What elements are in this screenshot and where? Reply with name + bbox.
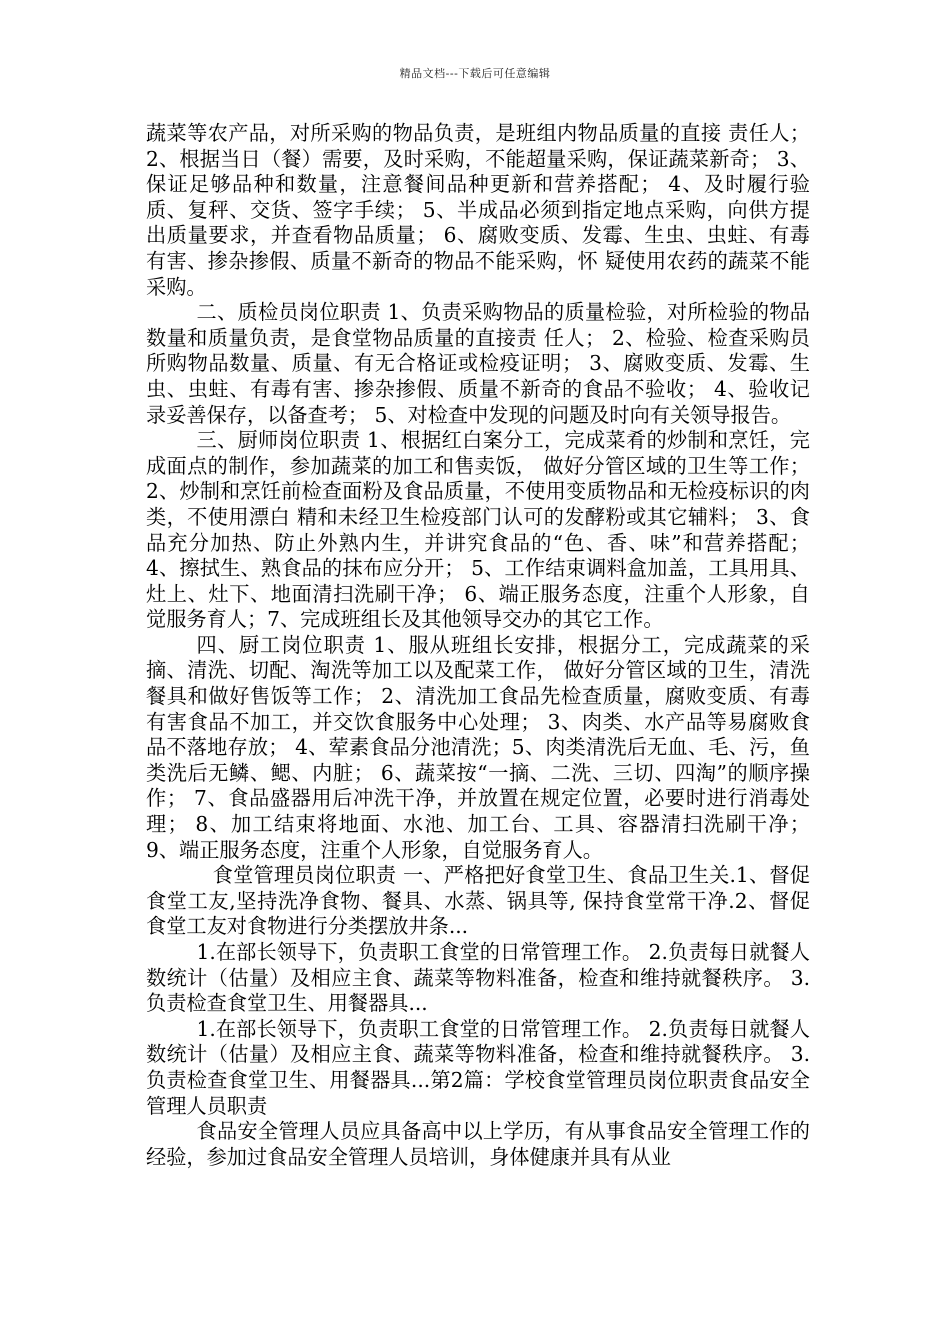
paragraph-chef-duties: 三、厨师岗位职责 1、根据红白案分工，完成菜肴的炒制和烹饪，完成面点的制作，参加蔬菜的加工和售卖饭， 做好分管区域的卫生等工作； 2、炒制和烹饪前检查面粉及食品质量，不使用变质物品和无检疫标识的肉类，不使用漂白 精和未经卫生检疫部门认可的发酵粉或其它辅料； 3、食品充分加热、防止外熟内生，并讲究食品的“色、香、味”和营养搭配； 4、擦拭生、熟食品的抹布应分开； 5、工作结束调料盒加盖，工具用具、灶上、灶下、地面清扫洗刷干净； 6、端正服务态度，注重个人形象，自觉服务育人；7、完成班组长及其他领导交办的其它工作。 <box>146 428 810 632</box>
paragraph-canteen-daily-management-1: 1.在部长领导下，负责职工食堂的日常管理工作。 2.负责每日就餐人数统计（估量）及相应主食、蔬菜等物料准备，检查和维持就餐秩序。 3.负责检查食堂卫生、用餐器具... <box>146 940 810 1016</box>
paragraph-canteen-daily-management-2: 1.在部长领导下，负责职工食堂的日常管理工作。 2.负责每日就餐人数统计（估量）及相应主食、蔬菜等物料准备，检查和维持就餐秩序。 3.负责检查食堂卫生、用餐器具...第2篇：学校食堂管理员岗位职责食品安全管理人员职责 <box>146 1016 810 1118</box>
paragraph-food-safety-staff: 食品安全管理人员应具备高中以上学历，有从事食品安全管理工作的经验，参加过食品安全管理人员培训，身体健康并具有从业 <box>146 1119 810 1169</box>
paragraph-inspector-duties: 二、质检员岗位职责 1、负责采购物品的质量检验，对所检验的物品数量和质量负责，是食堂物品质量的直接责 任人； 2、检验、检查采购员所购物品数量、质量、有无合格证或检疫证明； 3、腐败变质、发霉、生虫、虫蛀、有毒有害、掺杂掺假、质量不新奇的食品不验收； 4、验收记录妥善保存，以备查考； 5、对检查中发现的问题及时向有关领导报告。 <box>146 300 810 427</box>
paragraph-kitchen-worker-duties: 四、厨工岗位职责 1、服从班组长安排，根据分工，完成蔬菜的采摘、清洗、切配、淘洗等加工以及配菜工作， 做好分管区域的卫生，清洗餐具和做好售饭等工作； 2、清洗加工食品先检查质量，腐败变质、有毒有害食品不加工，并交饮食服务中心处理； 3、肉类、水产品等易腐败食品不落地存放； 4、荤素食品分池清洗；5、肉类清洗后无血、毛、污，鱼类洗后无鳞、鳃、内脏； 6、蔬菜按“一摘、二洗、三切、四淘”的顺序操作； 7、食品盛器用后冲洗干净，并放置在规定位置，必要时进行消毒处理； 8、加工结束将地面、水池、加工台、工具、容器清扫洗刷干净； 9、端正服务态度，注重个人形象，自觉服务育人。 <box>146 632 810 862</box>
document-body <box>146 121 810 1170</box>
page-header: 精品文档---下载后可任意编辑 <box>399 67 551 80</box>
paragraph-purchaser-duties: 蔬菜等农产品，对所采购的物品负责，是班组内物品质量的直接 责任人； 2、根据当日（餐）需要，及时采购，不能超量采购，保证蔬菜新奇； 3、保证足够品种和数量，注意餐间品种更新和营养搭配； 4、及时履行验质、复秤、交货、签字手续； 5、半成品必须到指定地点采购，向供方提出质量要求，并查看物品质量； 6、腐败变质、发霉、生虫、虫蛀、有毒有害、掺杂掺假、质量不新奇的物品不能采购，怀 疑使用农药的蔬菜不能采购。 <box>146 121 810 299</box>
paragraph-canteen-manager-duties: 食堂管理员岗位职责 一、严格把好食堂卫生、食品卫生关.1、督促食堂工友,坚持洗净食物、餐具、水蒸、锅具等, 保持食堂常干净.2、督促食堂工友对食物进行分类摆放井条... <box>146 863 810 939</box>
